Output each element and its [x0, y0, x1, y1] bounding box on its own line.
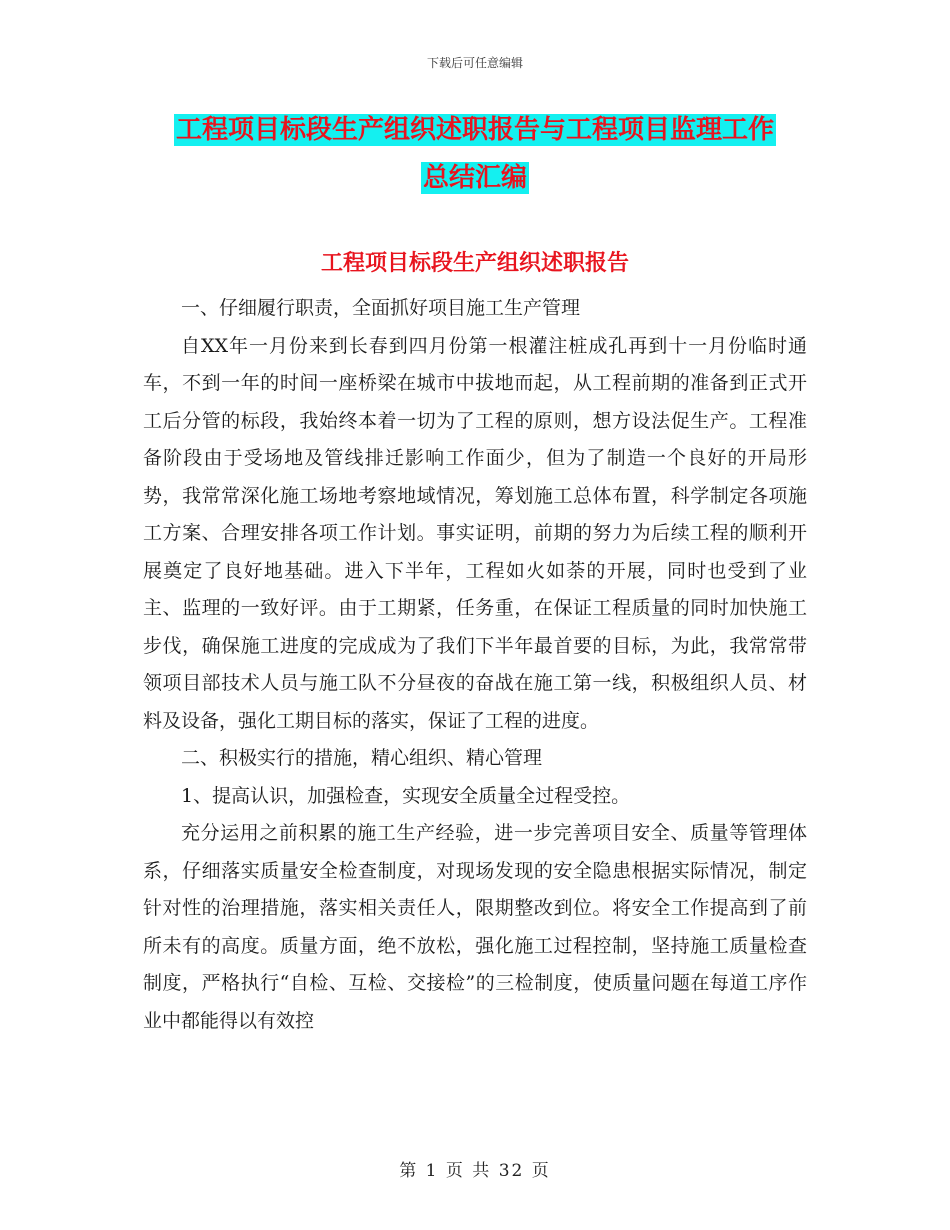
paragraph-heading-2: 二、积极实行的措施，精心组织、精心管理: [181, 747, 543, 769]
document-title: [0, 106, 950, 202]
section-title: 工程项目标段生产组织述职报告: [320, 251, 629, 276]
paragraph-heading-1: 一、仔细履行职责，全面抓好项目施工生产管理: [181, 297, 581, 319]
paragraph-subheading-1: 1、提高认识，加强检查，实现安全质量全过程受控。: [181, 784, 631, 807]
document-title-line1: 工程项目标段生产组织述职报告与工程项目监理工作: [175, 115, 774, 145]
document-title-line2: 总结汇编: [422, 163, 527, 193]
paragraph: 自XX年一月份来到长春到四月份第一根灌注桩成孔再到十一月份临时通车，不到一年的时间一座桥梁在城市中拔地而起，从工程前期的准备到正式开工后分管的标段，我始终本着一切为了工程的原则，想方设法促生产。工程准备阶段由于受场地及管线排迁影响工作面少，但为了制造一个良好的开局形势，我常常深化施工场地考察地域情况，筹划施工总体布置，科学制定各项施工方案、合理安排各项工作计划。事实证明，前期的努力为后续工程的顺利开展奠定了良好地基础。进入下半年，工程如火如荼的开展，同时也受到了业主、监理的一致好评。由于工期紧，任务重，在保证工程质量的同时加快施工步伐，确保施工进度的完成成为了我们下半年最首要的目标，为此，我常常带领项目部技术人员与施工队不分昼夜的奋战在施工第一线，积极组织人员、材料及设备，强化工期目标的落实，保证了工程的进度。: [143, 334, 807, 732]
page-header-note: 下载后可任意编辑: [426, 56, 523, 70]
page-footer: 第 1 页 共 32 页: [399, 1161, 551, 1181]
paragraph: 充分运用之前积累的施工生产经验，进一步完善项目安全、质量等管理体系，仔细落实质量安全检查制度，对现场发现的安全隐患根据实际情况，制定针对性的治理措施，落实相关责任人，限期整改到位。将安全工作提高到了前所未有的高度。质量方面，绝不放松，强化施工过程控制，坚持施工质量检查制度，严格执行“自检、互检、交接检”的三检制度，使质量问题在每道工序作业中都能得以有效控: [143, 822, 807, 1032]
body-text: [143, 290, 807, 1040]
